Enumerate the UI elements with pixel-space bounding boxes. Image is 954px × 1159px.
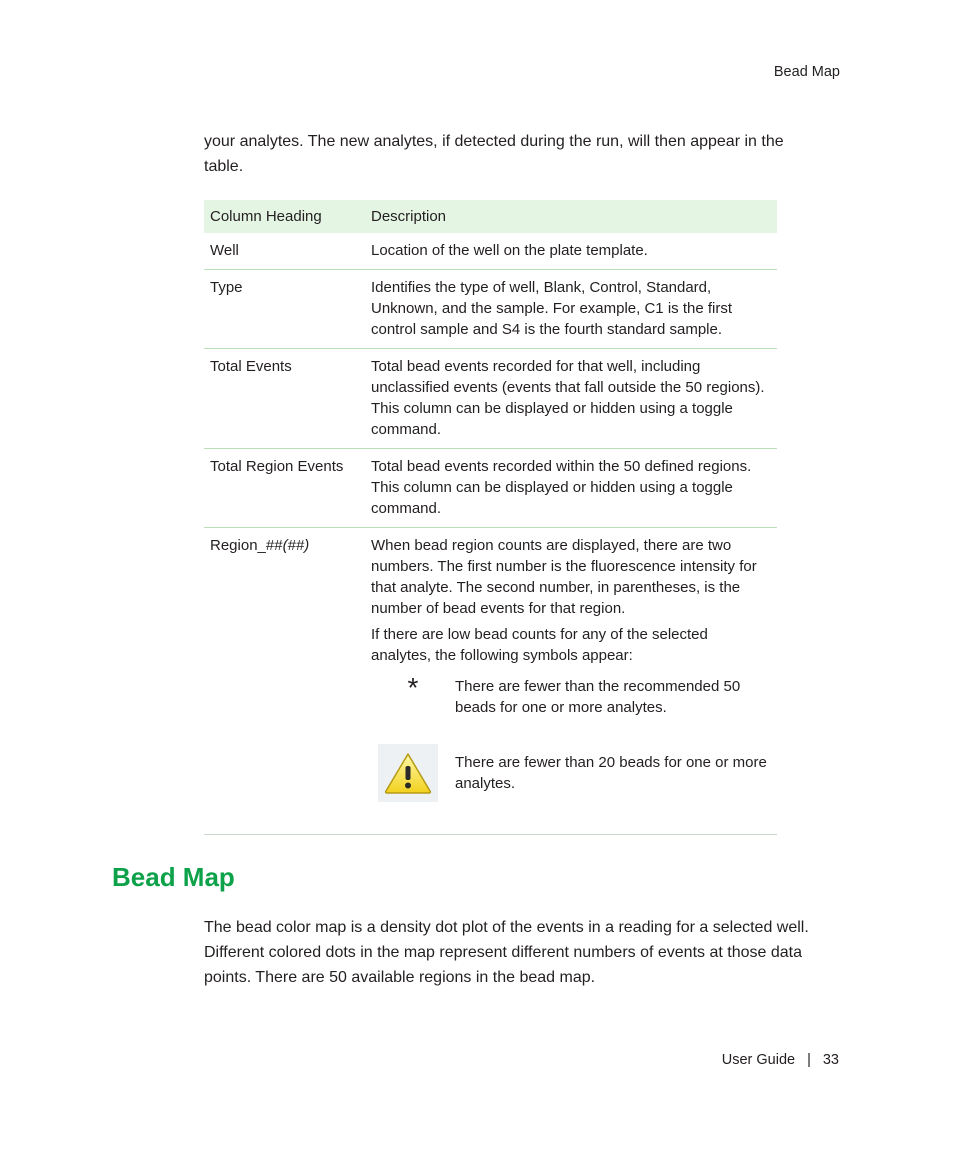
table-row [204,270,777,349]
symbol-description: There are fewer than 20 beads for one or more analytes. [455,754,767,792]
row-description: Location of the well on the plate template. [371,242,648,259]
table-row [204,449,777,528]
region-heading-suffix: (##) [282,537,310,554]
running-header: Bead Map [773,64,840,80]
symbol-legend-item [371,744,771,802]
row-heading: Total Region Events [204,449,365,528]
column-heading-header: Column Heading [204,200,365,233]
row-description: Identifies the type of well, Blank, Control, Standard, Unknown, and the sample. For example, C1 is the first control sample and S4 is the fourth standard sample. [365,270,777,349]
row-description [365,528,777,837]
warning-triangle-icon [378,744,438,802]
row-heading [204,528,365,837]
table-bottom-rule [204,834,777,835]
table-row [204,528,777,837]
row-heading: Type [204,270,365,349]
page-number: 33 [822,1052,839,1068]
footer-doc-name: User Guide [721,1052,796,1068]
intro-paragraph: your analytes. The new analytes, if detected during the run, will then appear in the table. [204,133,784,175]
page-footer [722,1052,839,1068]
section-title: Bead Map [112,862,235,892]
row-description: Total bead events recorded within the 50 defined regions. This column can be displayed or hidden using a toggle command. [365,449,777,528]
row-heading: Total Events [204,349,365,449]
table-row [204,349,777,449]
column-reference-table [204,200,777,836]
symbol-description: There are fewer than the recommended 50 beads for one or more analytes. [455,678,741,716]
row-description: Total bead events recorded for that well, including unclassified events (events that fall outside the 50 regions). This column can be displayed or hidden using a toggle command. [365,349,777,449]
symbol-legend-item [371,672,771,718]
table-header-row [204,200,777,233]
asterisk-symbol: * [407,672,419,703]
footer-separator: | [807,1052,811,1068]
section-body: The bead color map is a density dot plot of the events in a reading for a selected well. Different colored dots in the map represent different numbers of events at those data points. There are 50 available regions in the bead map. [204,919,809,986]
warning-triangle-icon [383,751,433,795]
table-row [204,233,777,270]
row-heading: Well [210,242,239,259]
region-heading-prefix: Region_## [210,537,283,554]
region-description: When bead region counts are displayed, there are two numbers. The first number is the fluorescence intensity for that analyte. The second number, in parentheses, is the number of bead events for that region. [371,537,757,617]
low-count-note: If there are low bead counts for any of the selected analytes, the following symbols appear: [371,626,708,664]
description-header: Description [365,200,777,233]
